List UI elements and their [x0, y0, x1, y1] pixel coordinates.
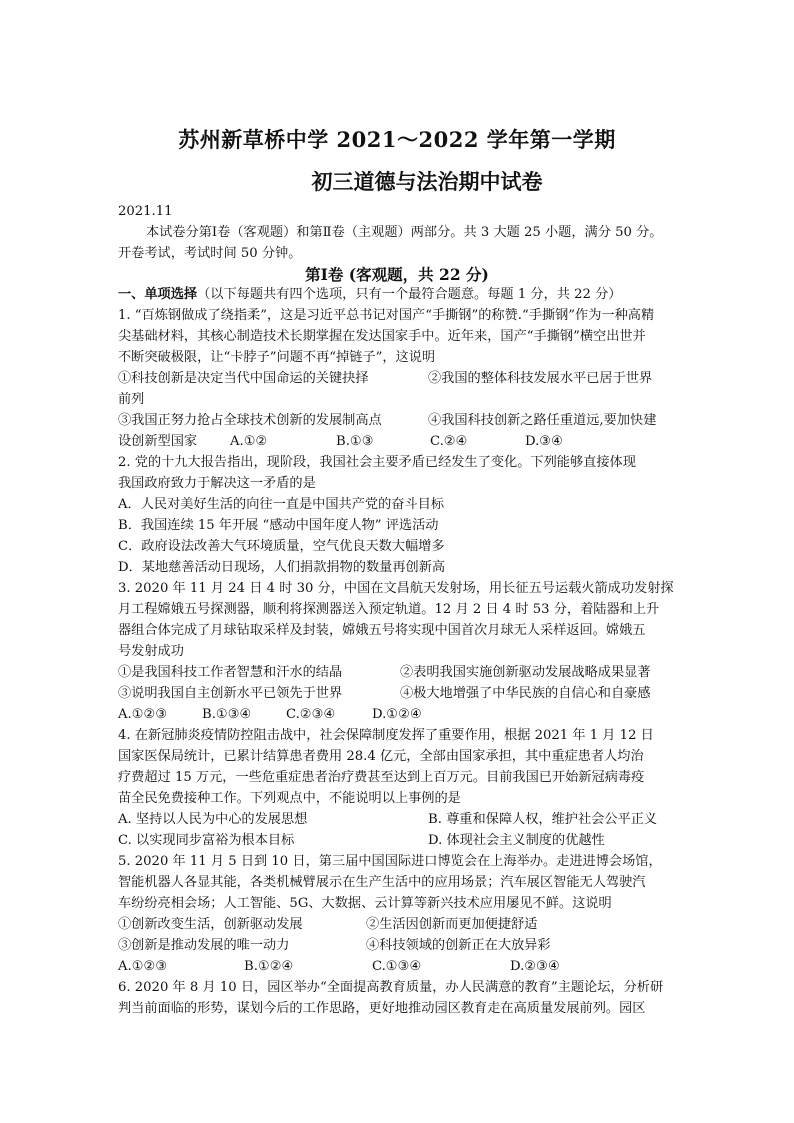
- q6-stem-1: 6. 2020 年 8 月 10 日，园区举办“全面提高教育质量，办人民满意的教育”主题论坛，分析研: [118, 980, 664, 995]
- exam-date: 2021.11: [118, 204, 173, 219]
- q4-stem-4: 苗全民免费接种工作。下列观点中，不能说明以上事例的是: [118, 791, 461, 806]
- q4-option-a: A. 坚持以人民为中心的发展思想: [118, 812, 308, 827]
- part-1-label: 一、单项选择: [118, 287, 198, 302]
- q3-option-b: B.①③④: [202, 707, 252, 722]
- q2-option-d: D．某地慈善活动日现场，人们捐款捐物的数量再创新高: [118, 560, 446, 575]
- q4-stem-1: 4. 在新冠肺炎疫情防控阻击战中，社会保障制度发挥了重要作用，根据 2021 年 1 月 12 日: [118, 728, 654, 743]
- q4-option-b: B. 尊重和保障人权，维护社会公平正义: [428, 812, 658, 827]
- q5-stem-2: 智能机器人各显其能，各类机械臂展示在生产生活中的应用场景；汽车展区智能无人驾驶汽: [118, 875, 646, 890]
- part-1-heading: [118, 284, 674, 305]
- q3-statement-3: ③说明我国自主创新水平已领先于世界: [118, 686, 343, 701]
- q3-option-a: A.①②③: [118, 707, 168, 722]
- q4-option-d: D. 体现社会主义制度的优越性: [428, 833, 605, 848]
- q4-option-c: C. 以实现同步富裕为根本目标: [118, 833, 295, 848]
- q1-option-d: D.③④: [525, 434, 563, 449]
- q5-statement-4: ④科技领域的创新正在大放异彩: [366, 938, 551, 953]
- q3-stem-1: 3. 2020 年 11 月 24 日 4 时 30 分，中国在文昌航天发射场，用长征五号运载火箭成功发射探: [118, 581, 674, 596]
- q4-stem-3: 疗费超过 15 万元，一些危重症患者治疗费甚至达到上百万元。目前我国已开始新冠病毒疫: [118, 770, 645, 785]
- q5-statement-1: ①创新改变生活，创新驱动发展: [118, 917, 303, 932]
- q1-stem-3: 不断突破极限，让“卡脖子”问题不再“掉链子”，这说明: [118, 350, 436, 365]
- q1-statement-4: ④我国科技创新之路任重道远,要加快建: [428, 413, 657, 428]
- q3-stem-4: 号发射成功: [118, 644, 184, 659]
- q4-stem-2: 国家医保局统计，已累计结算患者费用 28.4 亿元，全部由国家承担，其中重症患者人均治: [118, 749, 644, 764]
- q5-option-c: C.①③④: [372, 959, 422, 974]
- intro-line-2: 开卷考试，考试时间 50 分钟。: [118, 246, 302, 261]
- exam-title-subject: 初三道德与法治期中试卷: [311, 169, 543, 194]
- q5-option-b: B.①②④: [244, 959, 294, 974]
- q1-statement-3: ③我国正努力抢占全球技术创新的发展制高点: [118, 413, 382, 428]
- q2-option-a: A．人民对美好生活的向往一直是中国共产党的奋斗目标: [118, 497, 445, 512]
- q1-stem-1: 1. “百炼钢做成了绕指柔”，这是习近平总书记对国产“手撕钢”的称赞.“手撕钢”作为一种高精: [118, 308, 655, 323]
- intro-line-1: 本试卷分第Ⅰ卷（客观题）和第Ⅱ卷（主观题）两部分。共 3 大题 25 小题，满分 50 分。: [146, 225, 663, 240]
- q3-statement-1: ①是我国科技工作者智慧和汗水的结晶: [118, 665, 343, 680]
- q2-option-b: B．我国连续 15 年开展 “感动中国年度人物” 评选活动: [118, 518, 439, 533]
- q1-statement-4-cont: 设创新型国家: [118, 434, 198, 449]
- q2-stem-2: 我国政府致力于解决这一矛盾的是: [118, 476, 316, 491]
- q3-stem-2: 月工程嫦娥五号探测器，顺利将探测器送入预定轨道。12 月 2 日 4 时 53 分，着陆器和上升: [118, 602, 660, 617]
- q1-statement-2-cont: 前列: [118, 392, 145, 407]
- q5-statement-2: ②生活因创新而更加便捷舒适: [366, 917, 538, 932]
- section-1-title: 第Ⅰ卷 (客观题，共 22 分): [305, 265, 489, 284]
- exam-title-school: 苏州新草桥中学 2021～2022 学年第一学期: [178, 127, 616, 152]
- q1-option-b: B.①③: [336, 434, 374, 449]
- q3-option-c: C.②③④: [286, 707, 336, 722]
- q5-statement-3: ③创新是推动发展的唯一动力: [118, 938, 290, 953]
- part-1-instruction: （以下每题共有四个选项，只有一个最符合题意。每题 1 分，共 22 分）: [197, 287, 622, 302]
- q1-option-a: A.①②: [230, 434, 268, 449]
- q2-option-c: C．政府设法改善大气环境质量，空气优良天数大幅增多: [118, 539, 445, 554]
- q1-stem-2: 尖基础材料，其核心制造技术长期掌握在发达国家手中。近年来，国产“手撕钢”横空出世并: [118, 329, 646, 344]
- q1-statement-2: ②我国的整体科技发展水平已居于世界: [428, 371, 653, 386]
- q3-statement-2: ②表明我国实施创新驱动发展战略成果显著: [400, 665, 651, 680]
- q5-option-d: D.②③④: [510, 959, 560, 974]
- q6-stem-2: 判当前面临的形势，谋划今后的工作思路，更好地推动园区教育走在高质量发展前列。园区: [118, 1001, 646, 1016]
- q2-stem-1: 2. 党的十九大报告指出，现阶段，我国社会主要矛盾已经发生了变化。下列能够直接体现: [118, 455, 636, 470]
- q3-stem-3: 器组合体完成了月球钻取采样及封装，嫦娥五号将实现中国首次月球无人采样返回。嫦娥五: [118, 623, 646, 638]
- q5-option-a: A.①②③: [118, 959, 168, 974]
- q5-stem-3: 车纷纷亮相会场；人工智能、5G、大数据、云计算等新兴技术应用屡见不鲜。这说明: [118, 896, 612, 911]
- q1-option-c: C.②④: [430, 434, 468, 449]
- q3-option-d: D.①②④: [372, 707, 422, 722]
- q3-statement-4: ④极大地增强了中华民族的自信心和自豪感: [400, 686, 651, 701]
- q1-statement-1: ①科技创新是决定当代中国命运的关键抉择: [118, 371, 369, 386]
- q5-stem-1: 5. 2020 年 11 月 5 日到 10 日，第三届中国国际进口博览会在上海举办。走进进博会场馆，: [118, 854, 662, 869]
